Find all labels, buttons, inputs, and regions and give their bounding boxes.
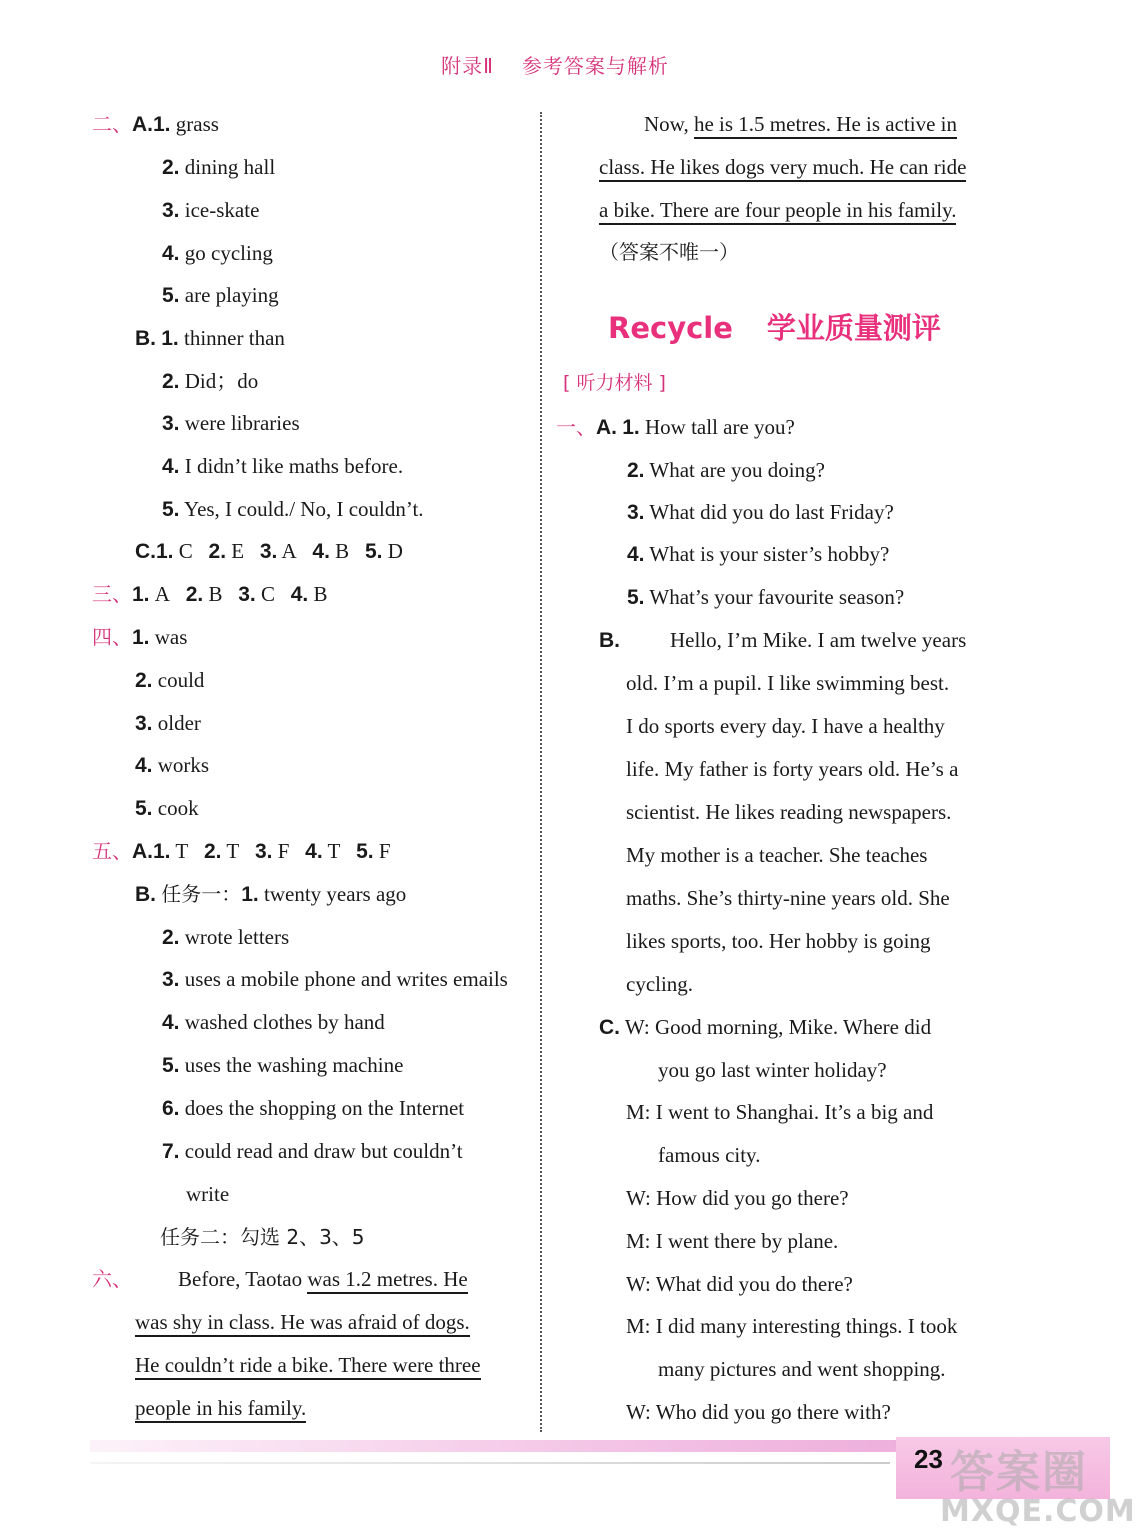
s2-b-4: 4. I didn’t like maths before. xyxy=(162,454,404,478)
r1-b-l1: Hello, I’m Mike. I am twelve years xyxy=(670,628,967,652)
s5-b-task2: 任务二：勾选 2、3、5 xyxy=(160,1225,365,1249)
s4-3: 3. older xyxy=(135,711,201,735)
footer-rule xyxy=(90,1462,890,1464)
appendix-label: 附录Ⅱ xyxy=(441,54,494,78)
r1-b-label: B. xyxy=(599,629,620,652)
s4-2: 2. could xyxy=(135,668,205,692)
r1-a-4: 4. What is your sister’s hobby? xyxy=(627,542,890,566)
footer-band xyxy=(90,1440,910,1452)
watermark-logo: 答案圈 MXQE.COM xyxy=(940,1447,1136,1529)
page-header xyxy=(0,50,1110,79)
r1-c-4: M: I went there by plane. xyxy=(626,1229,839,1253)
r1-b-l9: cycling. xyxy=(626,972,694,996)
s6-l2: was shy in class. He was afraid of dogs. xyxy=(135,1308,470,1336)
s6-l3: He couldn’t ride a bike. There were three xyxy=(135,1351,481,1379)
r1-c-6b: many pictures and went shopping. xyxy=(658,1357,946,1381)
s5-b-7-cont: write xyxy=(186,1182,230,1206)
r1-b-l5: scientist. He likes reading newspapers. xyxy=(626,800,952,824)
s6-cont-l3: a bike. There are four people in his family. xyxy=(599,196,956,224)
s5-b-1: B. 任务一：1. twenty years ago xyxy=(135,882,407,906)
r1-a-3: 3. What did you do last Friday? xyxy=(627,500,894,524)
r1-c-2: M: I went to Shanghai. It’s a big and xyxy=(626,1100,934,1124)
recycle-cn: 学业质量测评 xyxy=(766,311,941,345)
s5-b-4: 4. washed clothes by hand xyxy=(162,1010,385,1034)
s4-5: 5. cook xyxy=(135,796,199,820)
s2-a-4: 4. go cycling xyxy=(162,241,273,265)
s6-l1: 六、 Before, Taotao was 1.2 metres. He xyxy=(92,1265,468,1293)
s5-b-6: 6. does the shopping on the Internet xyxy=(162,1096,465,1120)
s2-b-5: 5. Yes, I could./ No, I couldn’t. xyxy=(162,497,424,521)
s2-c: C.1. C 2. E 3. A 4. B 5. D xyxy=(135,539,403,563)
s5-b-2: 2. wrote letters xyxy=(162,925,290,949)
s2-b-2: 2. Did；do xyxy=(162,369,259,393)
s2-a-2: 2. dining hall xyxy=(162,155,276,179)
r1-b-l6: My mother is a teacher. She teaches xyxy=(626,843,928,867)
r1-b-l4: life. My father is forty years old. He’s a xyxy=(626,757,959,781)
r1-b-l8: likes sports, too. Her hobby is going xyxy=(626,929,931,953)
s2-b-3: 3. were libraries xyxy=(162,411,300,435)
s6-cont-l1: Now, he is 1.5 metres. He is active in xyxy=(644,110,957,138)
r1-a-5: 5. What’s your favourite season? xyxy=(627,585,905,609)
column-divider xyxy=(540,112,542,1432)
s2-a-3: 3. ice-skate xyxy=(162,198,260,222)
s2-a-1: 二、A.1. grass xyxy=(92,112,219,136)
s5-b-7: 7. could read and draw but couldn’t xyxy=(162,1139,463,1163)
answer-note: （答案不唯一） xyxy=(599,240,739,264)
r1-b-l2: old. I’m a pupil. I like swimming best. xyxy=(626,671,950,695)
r1-b-l3: I do sports every day. I have a healthy xyxy=(626,714,945,738)
r1-c-1b: you go last winter holiday? xyxy=(658,1058,887,1082)
r1-b-l7: maths. She’s thirty-nine years old. She xyxy=(626,886,950,910)
recycle-en: Recycle xyxy=(608,311,733,345)
r1-a-1: 一、A. 1. How tall are you? xyxy=(556,415,795,439)
r1-c-1: C. W: Good morning, Mike. Where did xyxy=(599,1015,932,1039)
r1-c-2b: famous city. xyxy=(658,1143,761,1167)
s6-cont-l2: class. He likes dogs very much. He can ride xyxy=(599,153,966,181)
r1-c-3: W: How did you go there? xyxy=(626,1186,849,1210)
s4-4: 4. works xyxy=(135,753,210,777)
s5-b-3: 3. uses a mobile phone and writes emails xyxy=(162,967,508,991)
r1-c-7: W: Who did you go there with? xyxy=(626,1400,891,1424)
s2-a-5: 5. are playing xyxy=(162,283,279,307)
s5-a: 五、A.1. T 2. T 3. F 4. T 5. F xyxy=(92,839,391,863)
s5-b-5: 5. uses the washing machine xyxy=(162,1053,404,1077)
recycle-title xyxy=(608,306,941,347)
page-number: 23 xyxy=(914,1444,943,1474)
r1-c-6: M: I did many interesting things. I took xyxy=(626,1314,958,1338)
r1-c-5: W: What did you do there? xyxy=(626,1272,853,1296)
s6-l4: people in his family. xyxy=(135,1394,306,1422)
s3: 三、1. A 2. B 3. C 4. B xyxy=(92,582,328,606)
listening-tag: [ 听力材料 ] xyxy=(563,372,666,394)
s4-1: 四、1. was xyxy=(92,625,188,649)
header-title: 参考答案与解析 xyxy=(521,54,669,78)
r1-a-2: 2. What are you doing? xyxy=(627,458,825,482)
s2-b-1: B. 1. thinner than xyxy=(135,326,285,350)
